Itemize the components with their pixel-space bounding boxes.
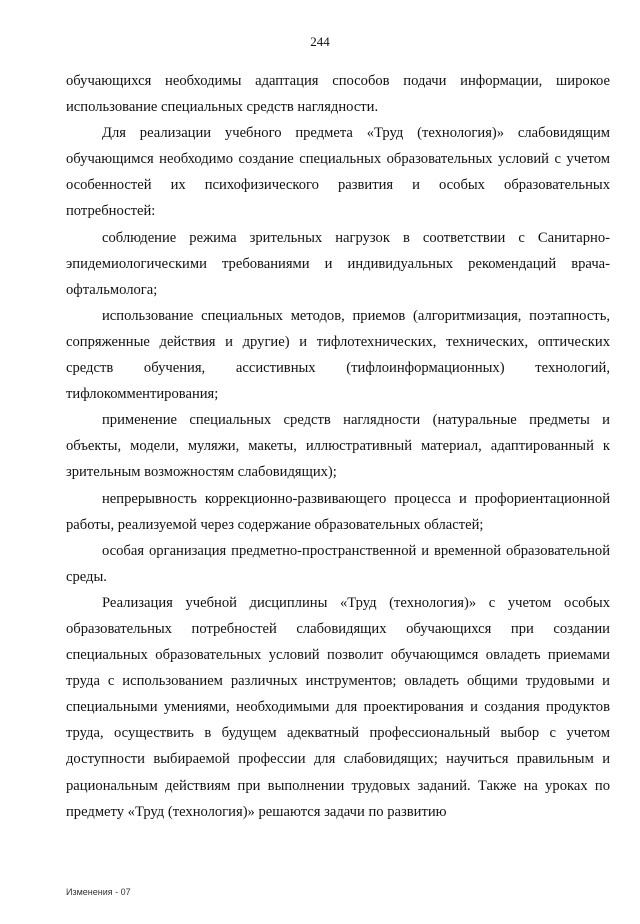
paragraph: особая организация предметно-пространственной и временной образовательной среды. (66, 542, 610, 585)
paragraph: непрерывность коррекционно-развивающего процесса и профориентационной работы, реализуемой через содержание образовательных областей; (66, 490, 610, 533)
paragraph: Для реализации учебного предмета «Труд (технология)» слабовидящим обучающимся необходимо создание специальных образовательных условий с учетом особенностей их психофизического развития и особых образовательных потребностей: (66, 125, 610, 220)
revision-footer: Изменения - 07 (66, 887, 131, 897)
paragraph: обучающихся необходимы адаптация способов подачи информации, широкое использование специальных средств наглядности. (66, 73, 610, 116)
paragraph: Реализация учебной дисциплины «Труд (технология)» с учетом особых образовательных потребностей слабовидящих обучающихся при создании специальных образовательных условий позволит обучающимся овладеть приемами труда с использованием различных инструментов; овладеть общими трудовыми и специальными умениями, необходимыми для проектирования и создания продуктов труда, осуществить в будущем адекватный профессиональный выбор с учетом доступности выбираемой профессии для слабовидящих; научиться правильным и рациональным действиям при выполнении трудовых заданий. Также на уроках по предмету «Труд (технология)» решаются задачи по развитию (66, 594, 610, 820)
paragraph: соблюдение режима зрительных нагрузок в соответствии с Санитарно-эпидемиологическими требованиями и индивидуальных рекомендаций врача-офтальмолога; (66, 229, 610, 298)
paragraph: использование специальных методов, приемов (алгоритмизация, поэтапность, сопряженные действия и другие) и тифлотехнических, технических, оптических средств обучения, ассистивных (тифлоинформационных) технологий, тифлокомментирования; (66, 307, 610, 403)
body-text (66, 68, 610, 825)
page-number: 244 (310, 34, 330, 49)
paragraph: применение специальных средств наглядности (натуральные предметы и объекты, модели, муляжи, макеты, иллюстративный материал, адаптированный к зрительным возможностям слабовидящих); (66, 412, 610, 481)
